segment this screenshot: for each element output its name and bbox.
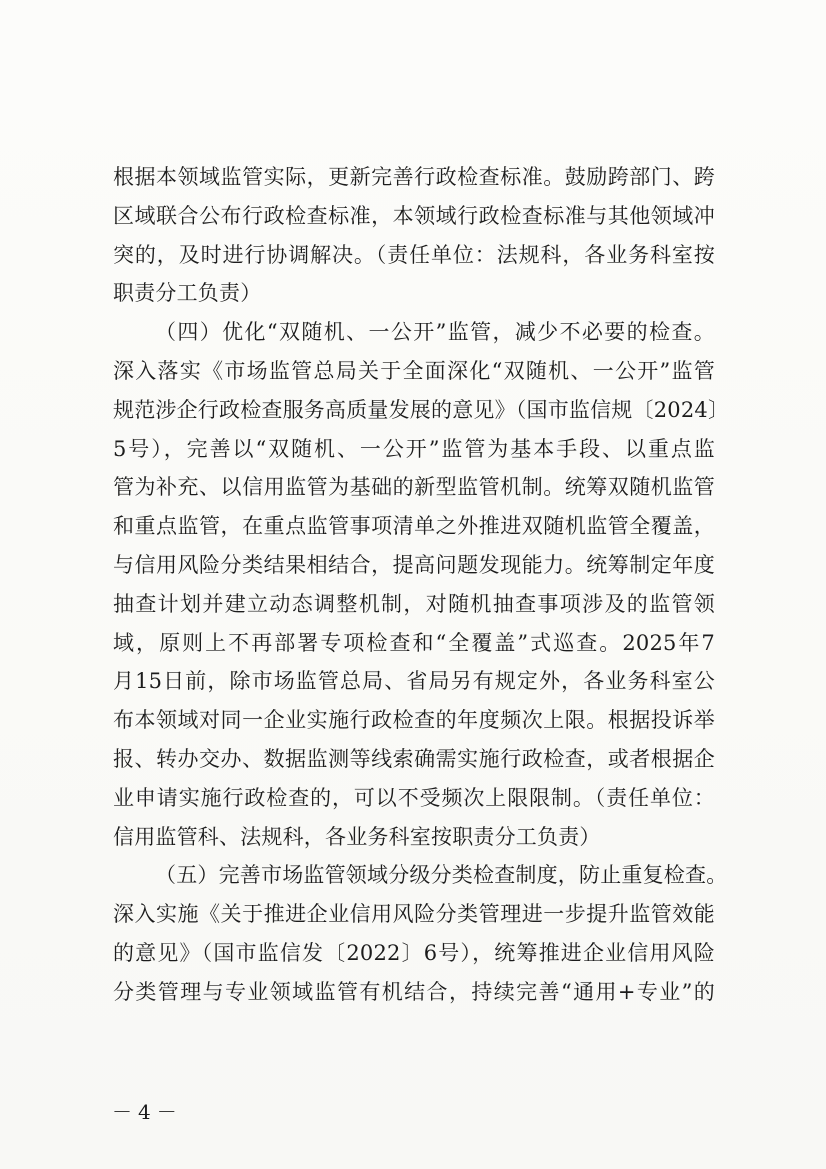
- text-line: 月15日前，除市场监管总局、省局另有规定外，各业务科室公: [113, 669, 715, 694]
- text-line: 的意见》（国市监信发〔2022〕6号），统筹推进企业信用风险: [113, 940, 715, 965]
- text-line: （五）完善市场监管领域分级分类检查制度，防止重复检查。: [155, 863, 728, 888]
- text-line: 深入实施《关于推进企业信用风险分类管理进一步提升监管效能: [113, 902, 715, 927]
- text-line: 5号），完善以“双随机、一公开”监管为基本手段、以重点监: [113, 436, 715, 461]
- text-line: 和重点监管，在重点监管事项清单之外推进双随机监管全覆盖，: [113, 514, 715, 539]
- text-line: 抽查计划并建立动态调整机制，对随机抽查事项涉及的监管领: [113, 591, 715, 616]
- text-line: 与信用风险分类结果相结合，提高问题发现能力。统筹制定年度: [113, 552, 715, 577]
- text-line: 规范涉企行政检查服务高质量发展的意见》（国市监信规〔2024〕: [113, 397, 730, 422]
- text-line: 深入落实《市场监管总局关于全面深化“双随机、一公开”监管: [113, 358, 715, 383]
- text-line: 报、转办交办、数据监测等线索确需实施行政检查，或者根据企: [113, 746, 715, 771]
- text-line: 职责分工负责）: [113, 281, 262, 306]
- text-line: 管为补充、以信用监管为基础的新型监管机制。统筹双随机监管: [113, 475, 715, 500]
- text-line: 布本领域对同一企业实施行政检查的年度频次上限。根据投诉举: [113, 708, 715, 733]
- text-line: 区域联合公布行政检查标准，本领域行政检查标准与其他领域冲: [113, 203, 715, 228]
- text-line: 突的，及时进行协调解决。（责任单位：法规科，各业务科室按: [113, 242, 715, 267]
- document-body: [113, 158, 730, 1012]
- text-line: 根据本领域监管实际，更新完善行政检查标准。鼓励跨部门、跨: [113, 165, 715, 189]
- text-line: 域，原则上不再部署专项检查和“全覆盖”式巡查。2025年7: [113, 630, 715, 655]
- page-number: －4－: [112, 1100, 183, 1124]
- text-line: 业申请实施行政检查的，可以不受频次上限限制。（责任单位：: [113, 785, 715, 810]
- text-line: 信用监管科、法规科，各业务科室按职责分工负责）: [113, 824, 601, 849]
- text-line: 分类管理与专业领域监管有机结合，持续完善“通用+专业”的: [113, 979, 715, 1004]
- text-line: （四）优化“双随机、一公开”监管，减少不必要的检查。: [155, 320, 715, 345]
